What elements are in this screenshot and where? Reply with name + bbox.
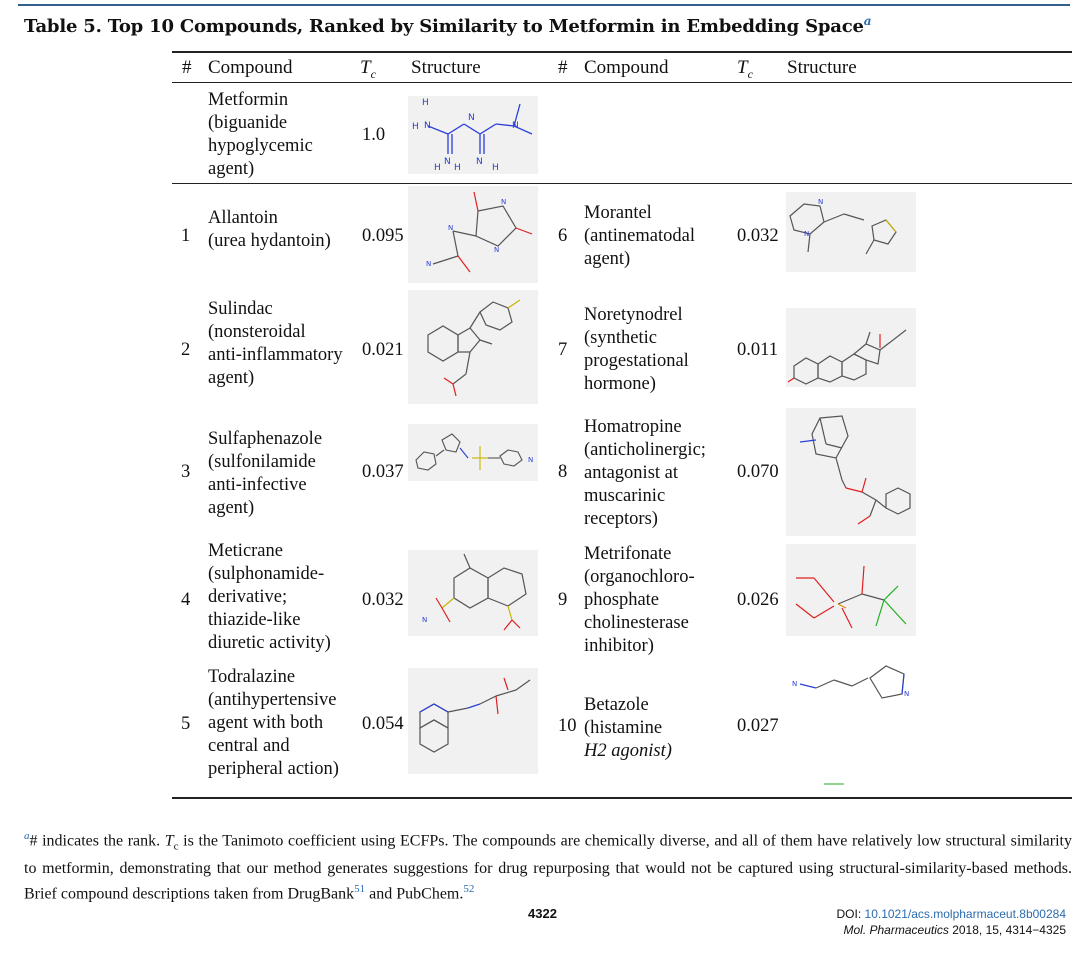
table-footnote: $^a$# indicates the rank. $T_c$ is the Tanimoto coefficient using ECFPs. The compounds are chemically diverse, and all of them have relatively low structural similarity to metformin, demonstrating that our method generates suggestions for drug repurposing that would not be captured using structural-similarity-based methods. Brief compound descriptions taken from DrugBank$^{51}$ and PubChem.$^{52}$ — [24, 830, 1072, 902]
reference-name: Metformin (biguanide hypoglycemic agent) — [208, 90, 313, 179]
betazole-structure-icon — [786, 660, 916, 794]
morantel-structure-icon — [786, 192, 916, 272]
doi-link[interactable]: 10.1021/acs.molpharmaceut.8b00284 — [864, 907, 1066, 921]
svg-text:N: N — [476, 157, 483, 167]
homatropine-structure-icon — [786, 408, 916, 536]
svg-text:H: H — [434, 163, 441, 173]
rank-3: 3 — [181, 462, 191, 482]
svg-text:N: N — [792, 680, 798, 688]
footnote-marker: a — [24, 830, 30, 842]
header-rank-left: # — [182, 57, 192, 78]
todralazine-structure-icon — [408, 668, 538, 774]
header-structure-right: Structure — [787, 57, 857, 78]
compound-name-4: Meticrane (sulphonamide- derivative; thiazide-like diuretic activity) — [208, 541, 331, 653]
rank-9: 9 — [558, 590, 568, 610]
header-tc-left: $T_c$ — [360, 57, 376, 81]
rank-6: 6 — [558, 226, 568, 246]
metformin-structure-icon — [408, 96, 538, 174]
header-compound-left: Compound — [208, 57, 293, 78]
svg-text:N: N — [422, 616, 428, 624]
tc-8: 0.070 — [737, 462, 779, 482]
doi-block: DOI: 10.1021/acs.molpharmaceut.8b00284 Mol. Pharmaceutics 2018, 15, 4314−4325 — [836, 907, 1066, 937]
allantoin-structure-icon — [408, 186, 538, 283]
betazole-line-3: H2 agonist) — [584, 741, 672, 761]
rank-5: 5 — [181, 714, 191, 734]
header-compound-right: Compound — [584, 57, 669, 78]
svg-text:N: N — [818, 198, 824, 206]
tc-9: 0.026 — [737, 590, 779, 610]
compound-name-10: Betazole (histamine H2 agonist) — [584, 695, 672, 761]
svg-text:H: H — [454, 163, 461, 173]
header-rank-right: # — [558, 57, 568, 78]
compound-name-2: Sulindac (nonsteroidal anti-inflammatory agent) — [208, 299, 343, 388]
table-bottom-rule — [172, 797, 1072, 799]
table-top-rule — [172, 51, 1072, 53]
table-reference-rule — [172, 183, 1072, 184]
tc-5: 0.054 — [362, 714, 404, 734]
rank-10: 10 — [558, 716, 577, 736]
svg-text:H: H — [492, 163, 499, 173]
compound-name-8: Homatropine (anticholinergic; antagonist at muscarinic receptors) — [584, 417, 706, 529]
compound-name-9: Metrifonate (organochloro- phosphate cholinesterase inhibitor) — [584, 544, 695, 656]
compound-name-3: Sulfaphenazole (sulfonilamide anti-infective agent) — [208, 429, 323, 518]
meticrane-structure-icon — [408, 550, 538, 636]
sulfaphenazole-structure-icon — [408, 424, 538, 481]
svg-text:N: N — [512, 121, 519, 131]
tc-4: 0.032 — [362, 590, 404, 610]
reference-tc: 1.0 — [362, 125, 386, 145]
svg-text:N: N — [426, 260, 432, 268]
page-number: 4322 — [528, 906, 557, 921]
rank-8: 8 — [558, 462, 568, 482]
sulindac-structure-icon — [408, 290, 538, 404]
rank-7: 7 — [558, 340, 568, 360]
rank-1: 1 — [181, 226, 191, 246]
svg-text:N: N — [904, 690, 910, 698]
svg-text:N: N — [494, 246, 500, 254]
svg-text:N: N — [804, 230, 810, 238]
caption-note-marker[interactable]: a — [863, 14, 872, 28]
tc-3: 0.037 — [362, 462, 404, 482]
top-rule — [18, 4, 1070, 6]
svg-text:N: N — [528, 456, 534, 464]
svg-text:N: N — [448, 224, 454, 232]
header-structure-left: Structure — [411, 57, 481, 78]
noretynodrel-structure-icon — [786, 308, 916, 387]
rank-4: 4 — [181, 590, 191, 610]
tc-10: 0.027 — [737, 716, 779, 736]
rank-2: 2 — [181, 340, 191, 360]
table-header-rule — [172, 82, 1072, 83]
compound-name-6: Morantel (antinematodal agent) — [584, 203, 695, 269]
svg-text:N: N — [444, 157, 451, 167]
compound-name-5: Todralazine (antihypertensive agent with both central and peripheral action) — [208, 667, 339, 779]
ref-link-52[interactable]: 52 — [463, 882, 475, 895]
svg-text:N: N — [424, 121, 431, 131]
tc-7: 0.011 — [737, 340, 778, 360]
header-tc-right: $T_c$ — [737, 57, 753, 81]
svg-text:N: N — [501, 198, 507, 206]
ref-link-51[interactable]: 51 — [354, 882, 366, 895]
journal-name: Mol. Pharmaceutics — [843, 923, 949, 937]
compound-name-1: Allantoin (urea hydantoin) — [208, 208, 331, 251]
svg-text:H: H — [412, 122, 419, 132]
metrifonate-structure-icon — [786, 544, 916, 636]
tc-6: 0.032 — [737, 226, 779, 246]
svg-text:N: N — [468, 113, 475, 123]
svg-text:H: H — [422, 98, 429, 108]
tc-2: 0.021 — [362, 340, 404, 360]
tc-1: 0.095 — [362, 226, 404, 246]
compound-name-7: Noretynodrel (synthetic progestational hormone) — [584, 305, 689, 394]
table-caption — [24, 14, 871, 37]
table-caption-text: Table 5. Top 10 Compounds, Ranked by Similarity to Metformin in Embedding Space — [24, 16, 864, 37]
